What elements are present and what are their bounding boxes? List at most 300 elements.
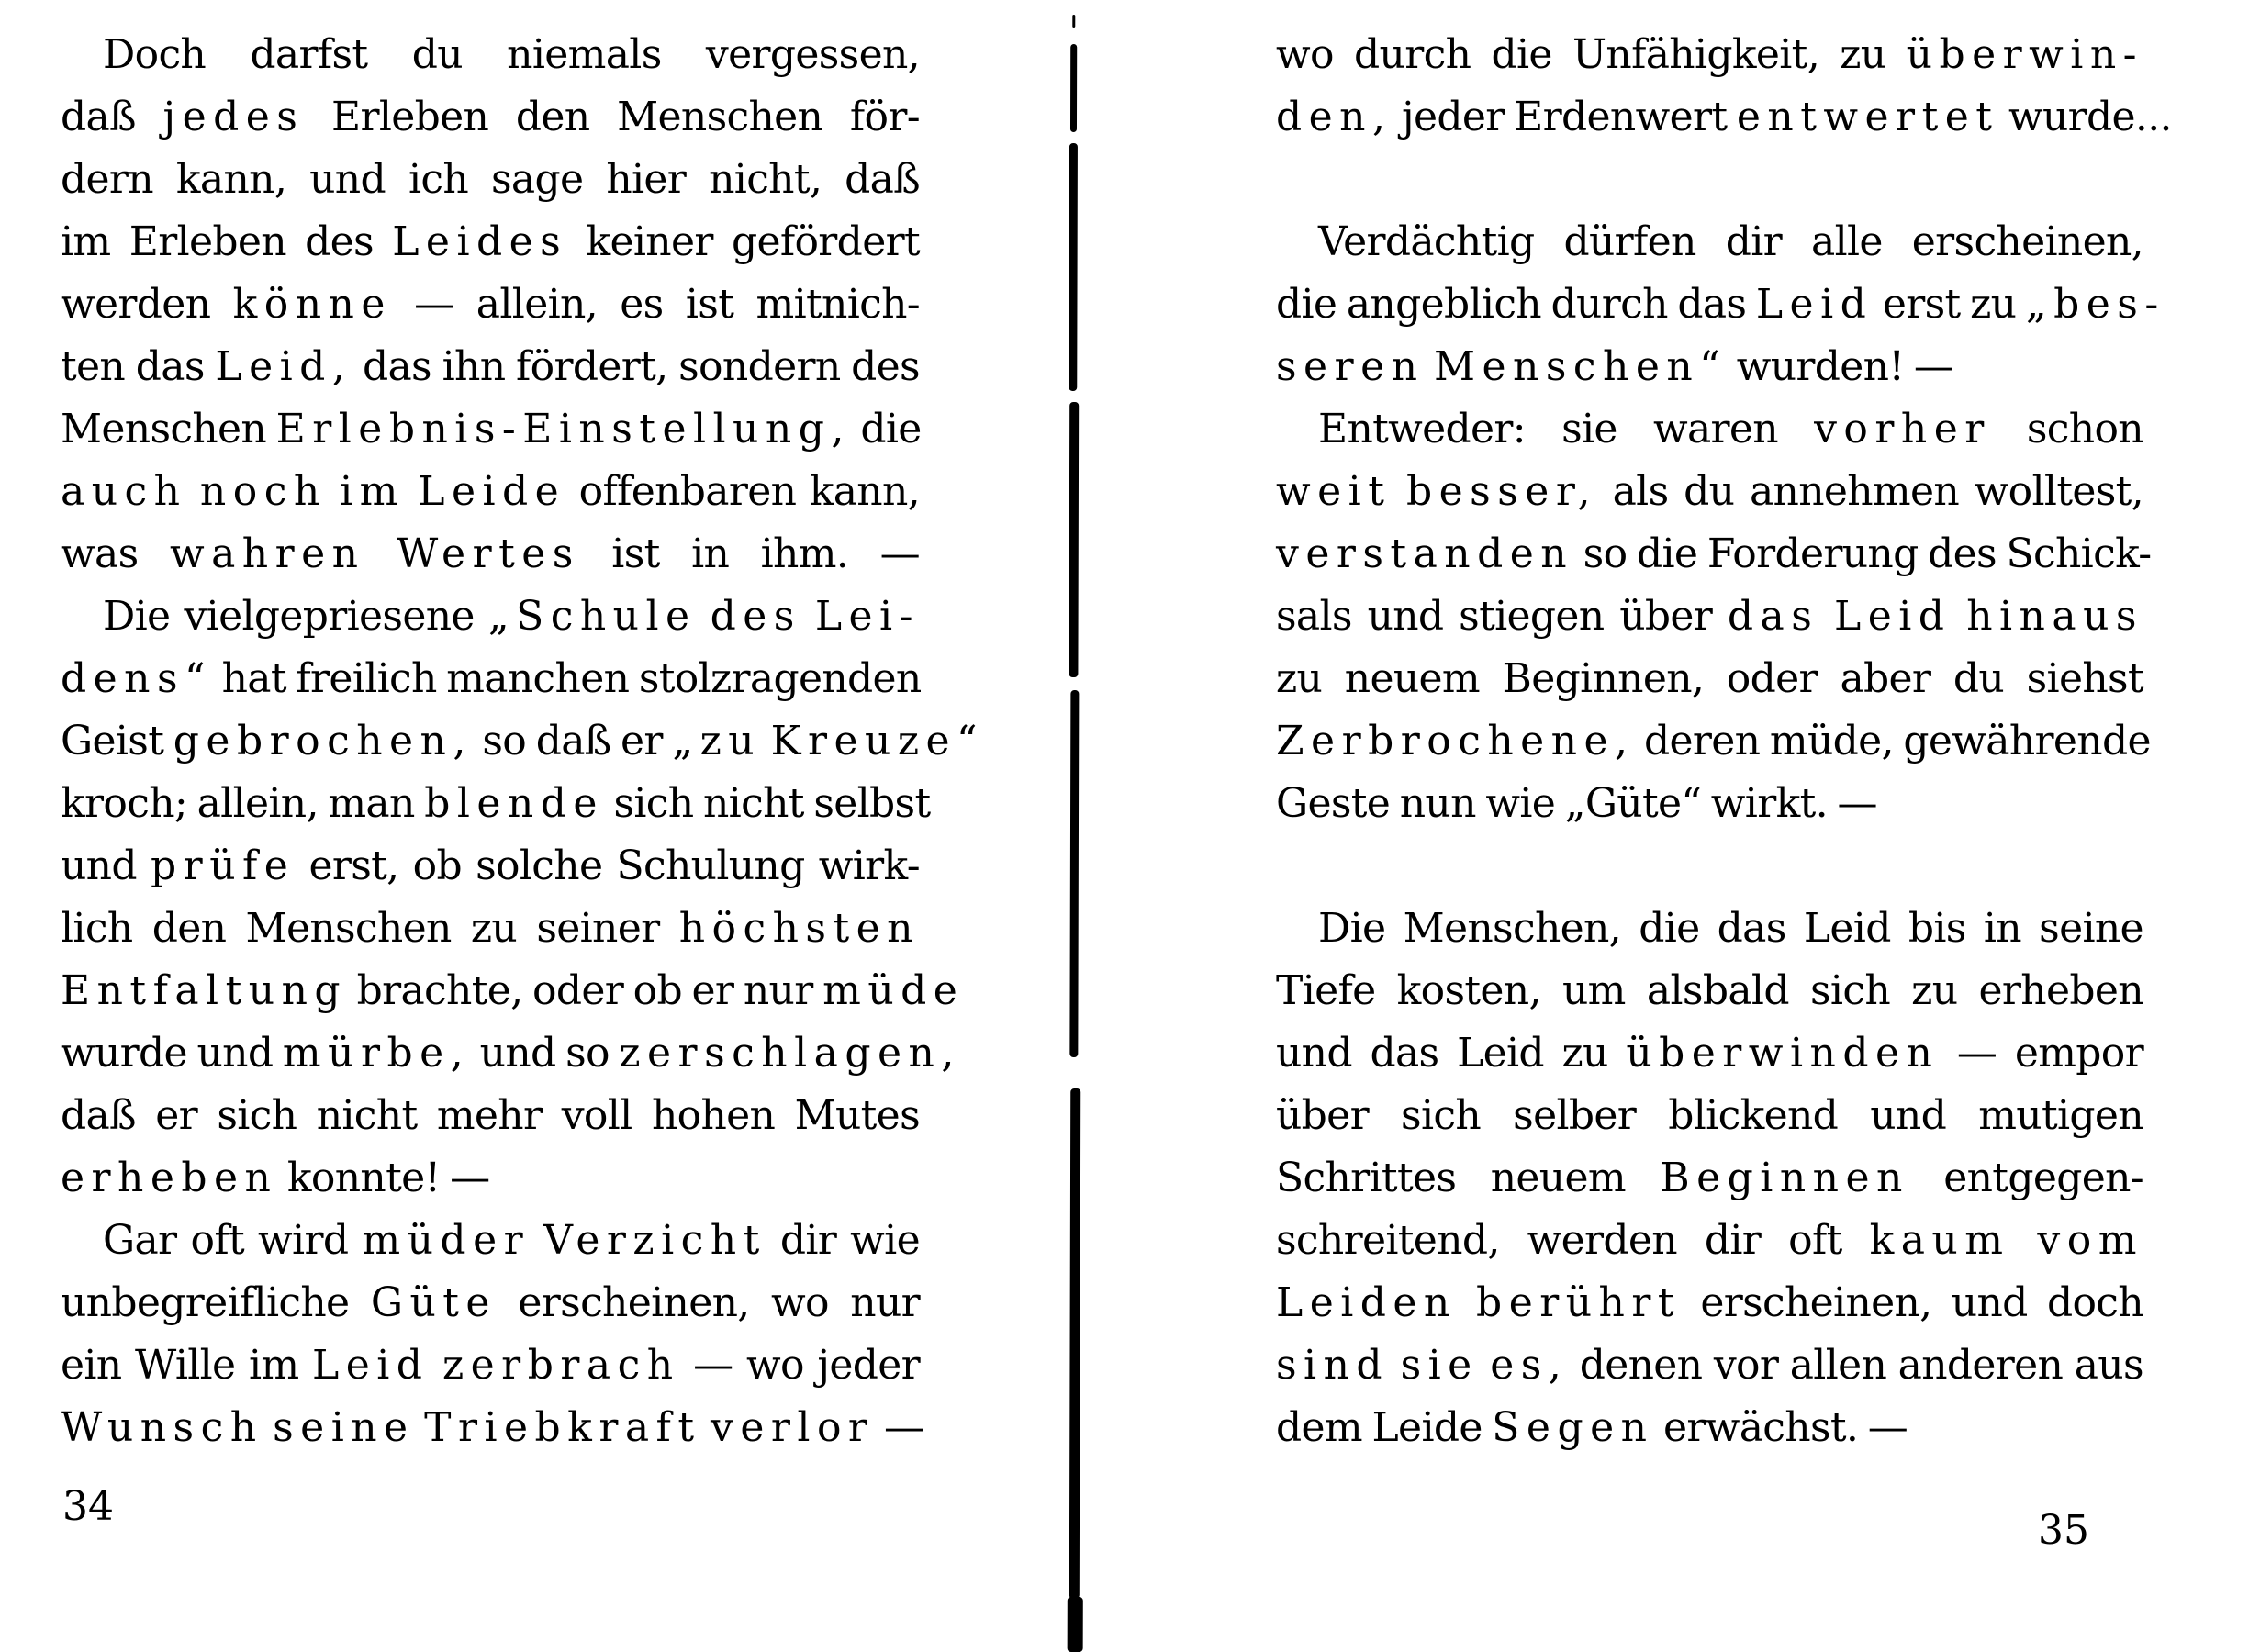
word: so	[565, 1030, 610, 1077]
text-line	[61, 586, 920, 648]
text-line	[1276, 1397, 2143, 1459]
word: Segen	[1492, 1404, 1654, 1451]
word: höchsten	[678, 905, 920, 952]
word: im	[61, 218, 111, 265]
word: und	[479, 1030, 556, 1077]
word: was	[61, 530, 139, 577]
word: Menschen	[245, 905, 452, 952]
text-line	[61, 273, 920, 336]
word: anderen	[1897, 1342, 2064, 1389]
blank-line	[1276, 835, 2143, 898]
word: sich	[1401, 1092, 1482, 1139]
word: Leiden	[1276, 1279, 1457, 1326]
word: erscheinen,	[1911, 218, 2143, 265]
word: so	[482, 718, 527, 765]
word: das	[1677, 281, 1747, 328]
word: schreitend,	[1276, 1217, 1500, 1264]
word: Lei-	[814, 593, 920, 640]
word: müder	[362, 1217, 531, 1264]
word: müde,	[1769, 718, 1894, 765]
word: Leid	[1834, 593, 1952, 640]
word: erheben	[1978, 967, 2143, 1014]
word: kann,	[809, 468, 920, 515]
word: ten	[61, 343, 126, 390]
word: des	[851, 343, 920, 390]
word: so	[1583, 530, 1628, 577]
text-line	[1276, 898, 2143, 960]
word: doch	[2046, 1279, 2143, 1326]
word: des	[1928, 530, 1997, 577]
word: denen	[1579, 1342, 1703, 1389]
word: seiner	[536, 905, 660, 952]
word: sich	[613, 780, 694, 827]
word: bis	[1908, 905, 1966, 952]
word: neuem	[1344, 655, 1480, 702]
page-number-right: 35	[2038, 1507, 2089, 1554]
word: oft	[190, 1217, 244, 1264]
word: müde	[822, 967, 965, 1014]
word: du	[1952, 655, 2005, 702]
word: sals	[1276, 593, 1352, 640]
word: —	[1956, 1030, 1997, 1077]
word: Verdächtig	[1318, 218, 1535, 265]
word: vom	[2037, 1217, 2143, 1264]
word: jedes	[162, 94, 305, 140]
word: —	[693, 1342, 733, 1389]
word: zu	[1911, 967, 1958, 1014]
word: Leid	[1803, 905, 1891, 952]
text-line	[61, 648, 920, 710]
word: vorher	[1814, 406, 1991, 452]
word: ist	[611, 530, 660, 577]
word: freilich	[296, 655, 437, 702]
right-page-text	[1276, 24, 2172, 1459]
word: wurde...	[2008, 94, 2172, 140]
word: er	[691, 967, 734, 1014]
word: im	[249, 1342, 299, 1389]
word: solche	[476, 843, 603, 889]
text-line	[1276, 86, 2172, 149]
word: Die	[103, 593, 171, 640]
word: oder	[1726, 655, 1818, 702]
word: empor	[2014, 1030, 2143, 1077]
word: im	[340, 468, 405, 515]
word: nur	[743, 967, 813, 1014]
page-number-left: 34	[62, 1483, 114, 1530]
word: Erlebnis-Einstellung,	[275, 406, 851, 452]
word: allen	[1789, 1342, 1887, 1389]
text-line	[1276, 24, 2143, 86]
word: Zerbrochene,	[1276, 718, 1635, 765]
gutter-ink-segment	[1072, 15, 1075, 28]
word: Entweder:	[1318, 406, 1526, 452]
word: zu	[1276, 655, 1323, 702]
word: —	[414, 281, 454, 328]
word: prüfe	[151, 843, 296, 889]
word: Wunsch	[61, 1404, 263, 1451]
word: dürfen	[1563, 218, 1696, 265]
gutter-ink-segment	[1069, 402, 1079, 677]
word: allein,	[196, 780, 319, 827]
word: „bes-	[2025, 281, 2165, 328]
word: man	[328, 780, 415, 827]
word: daß	[61, 1092, 136, 1139]
word: stiegen	[1459, 593, 1605, 640]
gutter-ink-segment	[1070, 44, 1077, 132]
word: über	[1276, 1092, 1369, 1139]
word: erscheinen,	[518, 1279, 750, 1326]
word: fördert,	[516, 343, 668, 390]
word: mürbe,	[282, 1030, 471, 1077]
word: —	[879, 530, 920, 577]
text-line	[61, 86, 920, 149]
word: das	[135, 343, 205, 390]
word: blickend	[1668, 1092, 1839, 1139]
word: könne	[232, 281, 392, 328]
word: als	[1612, 468, 1669, 515]
word: neuem	[1490, 1155, 1626, 1201]
word: —	[1837, 780, 1877, 827]
text-line	[1276, 960, 2143, 1022]
word: alsbald	[1646, 967, 1789, 1014]
word: werden	[1527, 1217, 1677, 1264]
text-line	[1276, 1272, 2143, 1334]
word: seine	[2039, 905, 2143, 952]
word: das	[1727, 593, 1819, 640]
word: vor	[1713, 1342, 1779, 1389]
word: unbegreifliche	[61, 1279, 350, 1326]
word: Menschen	[61, 406, 267, 452]
text-line	[1276, 1210, 2143, 1272]
word: um	[1562, 967, 1626, 1014]
word: nur	[850, 1279, 920, 1326]
text-line	[1276, 648, 2143, 710]
text-line	[61, 773, 931, 835]
word: seren	[1276, 343, 1425, 390]
text-line	[61, 710, 985, 773]
text-line	[61, 835, 920, 898]
text-line	[61, 1334, 920, 1397]
word: das	[1717, 905, 1786, 952]
word: sich	[1810, 967, 1890, 1014]
text-line	[1276, 336, 2143, 398]
word: daß	[535, 718, 611, 765]
word: gefördert	[731, 218, 920, 265]
word: noch	[199, 468, 327, 515]
word: —	[1867, 1404, 1908, 1451]
word: zu	[1840, 31, 1886, 78]
word: nicht,	[709, 156, 822, 203]
word: durch	[1354, 31, 1471, 78]
text-line	[61, 461, 920, 523]
blank-line	[1276, 149, 2143, 211]
word: entwertet	[1736, 94, 1999, 140]
word: wie	[850, 1217, 920, 1264]
word: erwächst.	[1662, 1404, 1859, 1451]
word: Beginnen	[1660, 1155, 1909, 1201]
word: selber	[1513, 1092, 1637, 1139]
text-line	[61, 24, 920, 86]
word: „Schule	[487, 593, 697, 640]
text-line	[61, 960, 965, 1022]
word: —	[1913, 343, 1954, 390]
text-line	[1276, 523, 2152, 586]
text-line	[1276, 1085, 2143, 1147]
text-line	[1276, 211, 2143, 273]
word: gebrochen,	[173, 718, 473, 765]
word: Leid	[312, 1342, 430, 1389]
word: durch	[1550, 281, 1668, 328]
word: kroch;	[61, 780, 188, 827]
word: wie	[1485, 780, 1556, 827]
word: in	[1983, 905, 2021, 952]
word: Güte	[370, 1279, 497, 1326]
word: Schrittes	[1276, 1155, 1457, 1201]
text-line	[61, 336, 920, 398]
word: „Güte“	[1564, 780, 1702, 827]
word: „zu	[672, 718, 762, 765]
text-line	[1276, 461, 2143, 523]
word: Forderung	[1706, 530, 1919, 577]
text-line	[61, 523, 920, 586]
text-line	[61, 1022, 961, 1085]
word: und	[1951, 1279, 2028, 1326]
word: daß	[61, 94, 136, 140]
word: Erleben	[331, 94, 489, 140]
word: er	[155, 1092, 197, 1139]
text-line	[1276, 1022, 2143, 1085]
word: die	[1639, 905, 1700, 952]
word: es	[620, 281, 664, 328]
word: überwin-	[1906, 31, 2143, 78]
word: annehmen	[1749, 468, 1960, 515]
word: wurden!	[1736, 343, 1905, 390]
word: Kreuze“	[770, 718, 985, 765]
word: Tiefe	[1276, 967, 1376, 1014]
word: entgegen-	[1943, 1155, 2143, 1201]
word: zerschlagen,	[619, 1030, 961, 1077]
word: Leid,	[215, 343, 352, 390]
word: verlor	[711, 1404, 875, 1451]
gutter-ink-segment	[1069, 143, 1078, 391]
word: ich	[408, 156, 469, 203]
word: deren	[1644, 718, 1761, 765]
word: konnte!	[286, 1155, 441, 1201]
word: kann,	[175, 156, 287, 203]
text-line	[61, 211, 920, 273]
word: den,	[1276, 94, 1393, 140]
word: wo	[771, 1279, 829, 1326]
word: Wille	[135, 1342, 236, 1389]
word: manchen	[446, 655, 630, 702]
word: wurde	[61, 1030, 187, 1077]
word: jeder	[817, 1342, 920, 1389]
word: werden	[61, 281, 211, 328]
gutter-ink-segment	[1068, 1597, 1083, 1652]
word: das	[1370, 1030, 1439, 1077]
word: Entfaltung	[61, 967, 348, 1014]
text-line	[1276, 1334, 2143, 1397]
word: die	[1276, 281, 1337, 328]
word: ist	[685, 281, 734, 328]
word: den	[515, 94, 590, 140]
text-line	[61, 898, 920, 960]
word: aus	[2074, 1342, 2143, 1389]
text-line	[61, 1397, 924, 1459]
word: daß	[845, 156, 920, 203]
word: Unfähigkeit,	[1572, 31, 1820, 78]
word: und	[61, 843, 137, 889]
word: zerbrach	[442, 1342, 680, 1389]
word: und	[1367, 593, 1444, 640]
word: dern	[61, 156, 153, 203]
word: voll	[561, 1092, 632, 1139]
word: ein	[61, 1342, 122, 1389]
word: auch	[61, 468, 187, 515]
word: dir	[779, 1217, 837, 1264]
word: er	[621, 718, 663, 765]
word: hat	[221, 655, 286, 702]
text-line	[61, 1085, 920, 1147]
text-line	[61, 398, 920, 461]
word: Erdenwert	[1514, 94, 1728, 140]
word: ihm.	[760, 530, 849, 577]
word: den	[151, 905, 227, 952]
word: Beginnen,	[1502, 655, 1705, 702]
word: wo	[745, 1342, 804, 1389]
word: keiner	[586, 218, 713, 265]
text-line	[1276, 273, 2165, 336]
word: sind	[1276, 1342, 1390, 1389]
word: du	[411, 31, 463, 78]
word: oder	[532, 967, 624, 1014]
word: hier	[606, 156, 687, 203]
text-line	[1276, 710, 2151, 773]
word: die	[1491, 31, 1552, 78]
word: Leide	[1371, 1404, 1483, 1451]
word: oft	[1788, 1217, 1842, 1264]
word: erst	[1882, 281, 1961, 328]
word: —	[450, 1155, 490, 1201]
word: dir	[1725, 218, 1783, 265]
word: des	[305, 218, 374, 265]
word: hinaus	[1966, 593, 2143, 640]
left-page-text	[61, 24, 985, 1459]
gutter-ink-segment	[1069, 690, 1079, 1057]
word: dens“	[61, 655, 213, 702]
word: Geist	[61, 718, 164, 765]
word: wirk-	[818, 843, 920, 889]
word: berührt	[1476, 1279, 1682, 1326]
word: zu	[1561, 1030, 1608, 1077]
word: Schick-	[2006, 530, 2152, 577]
word: vielgepriesene	[184, 593, 475, 640]
word: Menschen	[617, 94, 823, 140]
word: dir	[1704, 1217, 1762, 1264]
word: besser,	[1406, 468, 1597, 515]
text-line	[61, 149, 920, 211]
text-line	[61, 1272, 920, 1334]
word: wirkt.	[1710, 780, 1828, 827]
word: aber	[1840, 655, 1931, 702]
word: ihn	[442, 343, 506, 390]
word: und	[309, 156, 386, 203]
word: du	[1684, 468, 1735, 515]
word: Schulung	[616, 843, 805, 889]
word: verstanden	[1276, 530, 1574, 577]
word: dem	[1276, 1404, 1362, 1451]
word: erst,	[308, 843, 399, 889]
word: Doch	[103, 31, 207, 78]
text-line	[1276, 586, 2143, 648]
word: wird	[258, 1217, 349, 1264]
word: sich	[217, 1092, 297, 1139]
word: Leid	[1457, 1030, 1544, 1077]
word: Menschen,	[1403, 905, 1622, 952]
word: darfst	[250, 31, 368, 78]
word: schon	[2026, 406, 2143, 452]
word: erscheinen,	[1700, 1279, 1932, 1326]
word: Verzicht	[543, 1217, 766, 1264]
word: Leides	[392, 218, 568, 265]
word: vergessen,	[705, 31, 920, 78]
word: angeblich	[1346, 281, 1541, 328]
word: zu	[470, 905, 518, 952]
word: kosten,	[1396, 967, 1541, 1014]
word: die	[860, 406, 922, 452]
word: Gar	[103, 1217, 177, 1264]
word: Leide	[418, 468, 566, 515]
word: und	[1870, 1092, 1947, 1139]
word: gewährende	[1903, 718, 2151, 765]
word: för-	[849, 94, 920, 140]
word: allein,	[476, 281, 598, 328]
word: Geste	[1276, 780, 1391, 827]
text-line	[61, 1210, 920, 1272]
word: mutigen	[1978, 1092, 2143, 1139]
word: weit	[1276, 468, 1392, 515]
word: zu	[1970, 281, 2017, 328]
word: sie	[1400, 1342, 1479, 1389]
word: waren	[1652, 406, 1778, 452]
gutter-ink-segment	[1069, 1088, 1080, 1599]
word: niemals	[507, 31, 662, 78]
word: brachte,	[356, 967, 523, 1014]
word: wo	[1276, 31, 1334, 78]
word: siehst	[2026, 655, 2143, 702]
word: und	[196, 1030, 274, 1077]
word: Menschen“	[1433, 343, 1728, 390]
word: wahren	[169, 530, 365, 577]
word: in	[691, 530, 730, 577]
word: sie	[1561, 406, 1617, 452]
word: lich	[61, 905, 133, 952]
word: blende	[424, 780, 604, 827]
word: erheben	[61, 1155, 278, 1201]
word: nicht	[703, 780, 804, 827]
word: ob	[412, 843, 462, 889]
word: sage	[490, 156, 584, 203]
word: offenbaren	[578, 468, 797, 515]
word: seine	[273, 1404, 415, 1451]
word: es,	[1490, 1342, 1569, 1389]
word: Leid	[1755, 281, 1874, 328]
word: sondern	[678, 343, 841, 390]
word: nun	[1399, 780, 1476, 827]
word: Die	[1318, 905, 1386, 952]
text-line	[1276, 398, 2143, 461]
word: selbst	[813, 780, 931, 827]
